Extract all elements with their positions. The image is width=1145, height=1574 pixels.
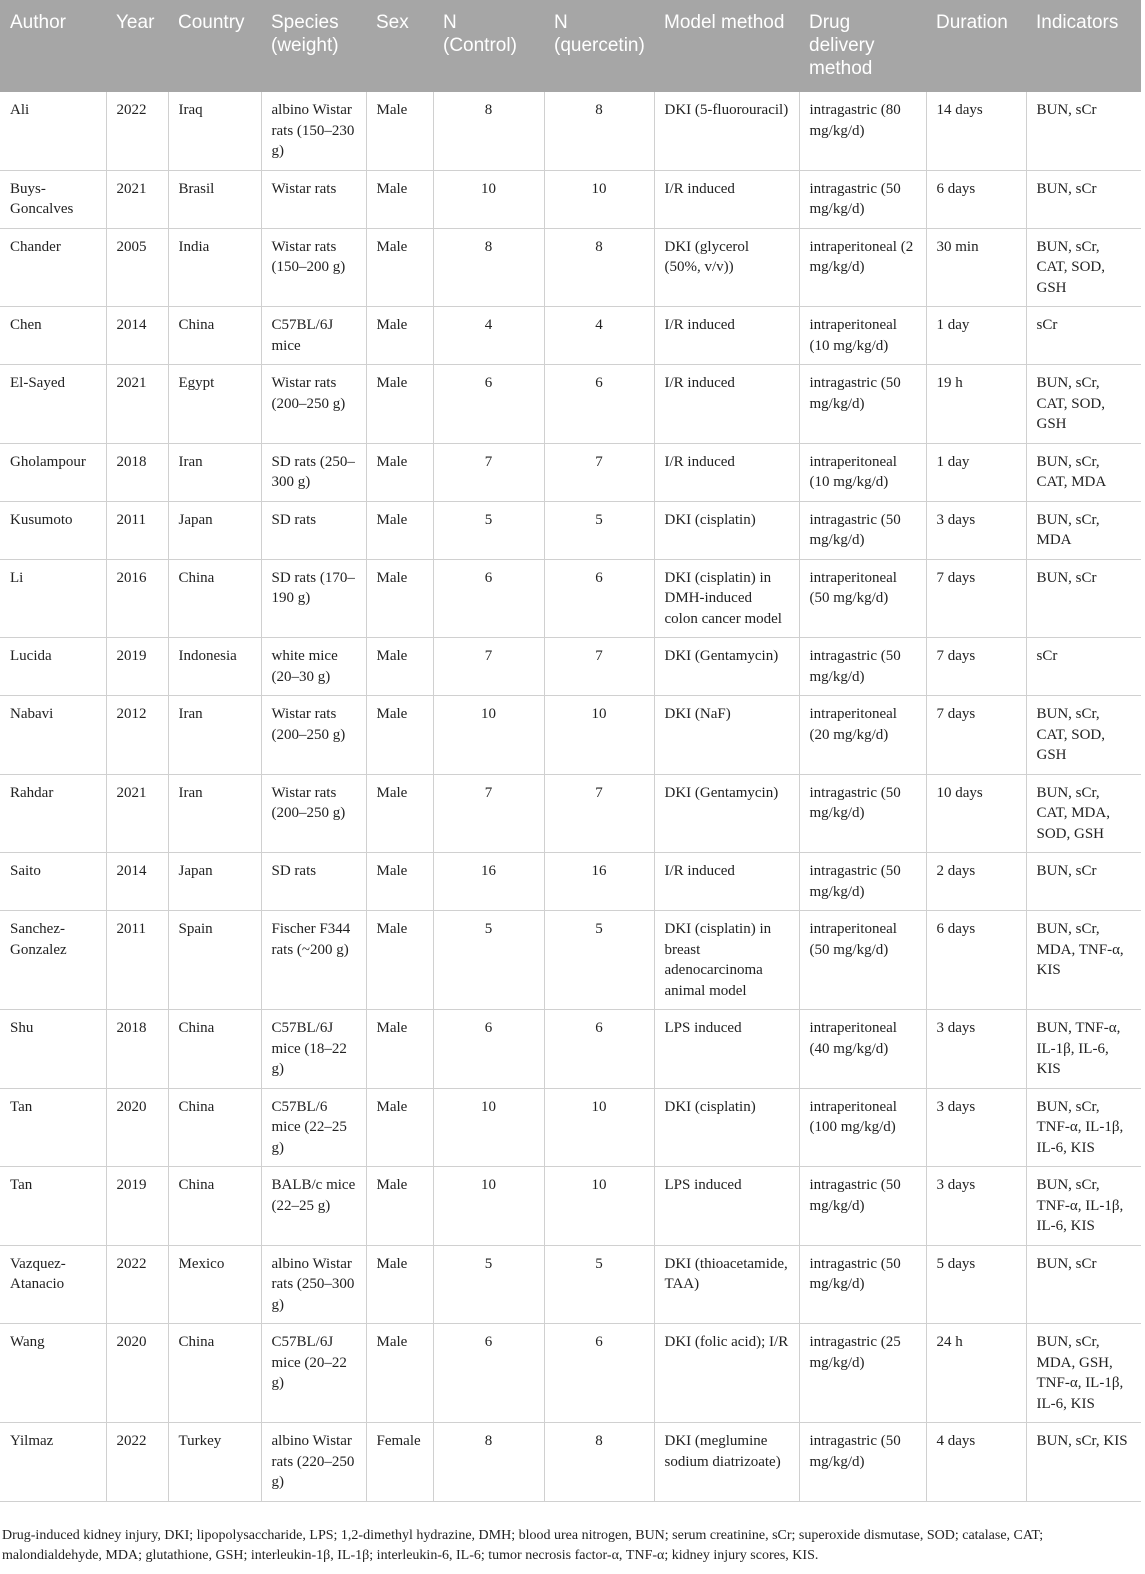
cell-year: 2021: [106, 170, 168, 228]
table-row: [0, 1088, 1141, 1167]
table-row: [0, 559, 1141, 638]
column-header: Drug delivery method: [799, 0, 926, 92]
cell-year: 2021: [106, 774, 168, 853]
cell-n-quercetin: 7: [544, 774, 654, 853]
cell-delivery: intraperitoneal (50 mg/kg/d): [799, 911, 926, 1010]
cell-n-quercetin: 10: [544, 696, 654, 775]
cell-sex: Male: [366, 559, 433, 638]
cell-year: 2014: [106, 307, 168, 365]
cell-sex: Male: [366, 228, 433, 307]
column-header: Sex: [366, 0, 433, 92]
cell-year: 2021: [106, 365, 168, 444]
cell-species: albino Wistar rats (220–250 g): [261, 1423, 366, 1502]
cell-n-quercetin: 10: [544, 1088, 654, 1167]
cell-delivery: intragastric (50 mg/kg/d): [799, 1245, 926, 1324]
cell-author: Tan: [0, 1088, 106, 1167]
cell-year: 2018: [106, 443, 168, 501]
cell-year: 2018: [106, 1010, 168, 1089]
cell-sex: Male: [366, 853, 433, 911]
cell-delivery: intragastric (50 mg/kg/d): [799, 638, 926, 696]
cell-model: DKI (glycerol (50%, v/v)): [654, 228, 799, 307]
table-row: [0, 911, 1141, 1010]
cell-year: 2019: [106, 1167, 168, 1246]
cell-author: Saito: [0, 853, 106, 911]
cell-delivery: intragastric (50 mg/kg/d): [799, 1167, 926, 1246]
cell-delivery: intragastric (50 mg/kg/d): [799, 853, 926, 911]
cell-country: Iran: [168, 774, 261, 853]
cell-model: I/R induced: [654, 853, 799, 911]
cell-duration: 30 min: [926, 228, 1026, 307]
cell-duration: 3 days: [926, 501, 1026, 559]
cell-duration: 1 day: [926, 443, 1026, 501]
cell-indicators: BUN, sCr, TNF-α, IL-1β, IL-6, KIS: [1026, 1167, 1141, 1246]
cell-sex: Male: [366, 501, 433, 559]
cell-country: China: [168, 1167, 261, 1246]
cell-duration: 10 days: [926, 774, 1026, 853]
cell-year: 2011: [106, 501, 168, 559]
cell-year: 2022: [106, 1423, 168, 1502]
table-row: [0, 638, 1141, 696]
cell-author: Buys-Goncalves: [0, 170, 106, 228]
cell-duration: 2 days: [926, 853, 1026, 911]
cell-n-control: 6: [433, 559, 544, 638]
cell-country: China: [168, 559, 261, 638]
cell-sex: Male: [366, 365, 433, 444]
table-row: [0, 1010, 1141, 1089]
cell-model: DKI (meglumine sodium diatrizoate): [654, 1423, 799, 1502]
cell-year: 2012: [106, 696, 168, 775]
cell-species: SD rats (170–190 g): [261, 559, 366, 638]
cell-sex: Male: [366, 307, 433, 365]
cell-model: DKI (cisplatin) in DMH-induced colon cancer model: [654, 559, 799, 638]
column-header: Country: [168, 0, 261, 92]
table-row: [0, 170, 1141, 228]
column-header: Author: [0, 0, 106, 92]
cell-n-control: 10: [433, 696, 544, 775]
cell-country: Japan: [168, 853, 261, 911]
table-row: [0, 443, 1141, 501]
cell-sex: Male: [366, 1245, 433, 1324]
cell-n-control: 7: [433, 443, 544, 501]
cell-author: Ali: [0, 92, 106, 170]
cell-duration: 3 days: [926, 1088, 1026, 1167]
cell-duration: 3 days: [926, 1167, 1026, 1246]
cell-indicators: BUN, sCr, CAT, MDA: [1026, 443, 1141, 501]
column-header: Duration: [926, 0, 1026, 92]
table-header-row: [0, 0, 1141, 92]
cell-model: LPS induced: [654, 1167, 799, 1246]
cell-author: Chen: [0, 307, 106, 365]
cell-n-control: 8: [433, 228, 544, 307]
table-row: [0, 365, 1141, 444]
cell-indicators: BUN, sCr: [1026, 559, 1141, 638]
cell-species: white mice (20–30 g): [261, 638, 366, 696]
cell-year: 2020: [106, 1324, 168, 1423]
cell-delivery: intragastric (50 mg/kg/d): [799, 1423, 926, 1502]
cell-indicators: BUN, sCr, MDA, TNF-α, KIS: [1026, 911, 1141, 1010]
cell-indicators: sCr: [1026, 307, 1141, 365]
cell-model: DKI (5-fluorouracil): [654, 92, 799, 170]
cell-species: albino Wistar rats (150–230 g): [261, 92, 366, 170]
cell-n-control: 5: [433, 501, 544, 559]
cell-n-quercetin: 6: [544, 365, 654, 444]
cell-year: 2020: [106, 1088, 168, 1167]
cell-duration: 24 h: [926, 1324, 1026, 1423]
cell-author: Tan: [0, 1167, 106, 1246]
cell-year: 2011: [106, 911, 168, 1010]
cell-species: Wistar rats (200–250 g): [261, 774, 366, 853]
cell-n-quercetin: 16: [544, 853, 654, 911]
cell-n-quercetin: 8: [544, 1423, 654, 1502]
cell-country: India: [168, 228, 261, 307]
cell-n-quercetin: 7: [544, 638, 654, 696]
cell-year: 2022: [106, 1245, 168, 1324]
cell-author: Yilmaz: [0, 1423, 106, 1502]
cell-indicators: BUN, sCr, MDA, GSH, TNF-α, IL-1β, IL-6, KIS: [1026, 1324, 1141, 1423]
cell-author: Rahdar: [0, 774, 106, 853]
cell-n-quercetin: 5: [544, 1245, 654, 1324]
cell-author: Chander: [0, 228, 106, 307]
cell-n-control: 8: [433, 1423, 544, 1502]
cell-author: Sanchez-Gonzalez: [0, 911, 106, 1010]
cell-n-quercetin: 7: [544, 443, 654, 501]
cell-indicators: BUN, TNF-α, IL-1β, IL-6, KIS: [1026, 1010, 1141, 1089]
cell-duration: 3 days: [926, 1010, 1026, 1089]
cell-n-control: 4: [433, 307, 544, 365]
cell-country: Egypt: [168, 365, 261, 444]
cell-author: Wang: [0, 1324, 106, 1423]
table-row: [0, 307, 1141, 365]
cell-model: I/R induced: [654, 443, 799, 501]
cell-species: Fischer F344 rats (~200 g): [261, 911, 366, 1010]
cell-species: C57BL/6J mice: [261, 307, 366, 365]
cell-n-control: 16: [433, 853, 544, 911]
cell-indicators: BUN, sCr, CAT, SOD, GSH: [1026, 365, 1141, 444]
cell-duration: 6 days: [926, 170, 1026, 228]
cell-year: 2022: [106, 92, 168, 170]
cell-sex: Male: [366, 92, 433, 170]
cell-delivery: intraperitoneal (40 mg/kg/d): [799, 1010, 926, 1089]
cell-n-control: 6: [433, 1324, 544, 1423]
cell-duration: 14 days: [926, 92, 1026, 170]
cell-n-quercetin: 5: [544, 501, 654, 559]
cell-species: SD rats (250–300 g): [261, 443, 366, 501]
cell-indicators: sCr: [1026, 638, 1141, 696]
cell-sex: Male: [366, 638, 433, 696]
cell-species: BALB/c mice (22–25 g): [261, 1167, 366, 1246]
cell-n-control: 10: [433, 1167, 544, 1246]
cell-n-quercetin: 6: [544, 559, 654, 638]
cell-model: DKI (cisplatin) in breast adenocarcinoma animal model: [654, 911, 799, 1010]
cell-n-quercetin: 5: [544, 911, 654, 1010]
table-row: [0, 92, 1141, 170]
cell-model: DKI (cisplatin): [654, 1088, 799, 1167]
cell-n-control: 8: [433, 92, 544, 170]
cell-sex: Male: [366, 1167, 433, 1246]
cell-model: DKI (thioacetamide, TAA): [654, 1245, 799, 1324]
cell-author: Vazquez-Atanacio: [0, 1245, 106, 1324]
cell-delivery: intraperitoneal (50 mg/kg/d): [799, 559, 926, 638]
column-header: N (Control): [433, 0, 544, 92]
cell-n-control: 5: [433, 911, 544, 1010]
cell-indicators: BUN, sCr, CAT, SOD, GSH: [1026, 228, 1141, 307]
cell-species: Wistar rats (200–250 g): [261, 365, 366, 444]
table-row: [0, 1167, 1141, 1246]
cell-year: 2016: [106, 559, 168, 638]
cell-model: DKI (NaF): [654, 696, 799, 775]
column-header: Species (weight): [261, 0, 366, 92]
cell-species: C57BL/6J mice (18–22 g): [261, 1010, 366, 1089]
cell-delivery: intragastric (50 mg/kg/d): [799, 501, 926, 559]
cell-species: SD rats: [261, 853, 366, 911]
cell-n-control: 10: [433, 1088, 544, 1167]
cell-model: DKI (folic acid); I/R: [654, 1324, 799, 1423]
cell-sex: Male: [366, 170, 433, 228]
cell-author: Gholampour: [0, 443, 106, 501]
cell-duration: 7 days: [926, 638, 1026, 696]
cell-n-quercetin: 8: [544, 228, 654, 307]
cell-species: C57BL/6J mice (20–22 g): [261, 1324, 366, 1423]
cell-n-quercetin: 4: [544, 307, 654, 365]
cell-country: China: [168, 1088, 261, 1167]
cell-delivery: intraperitoneal (20 mg/kg/d): [799, 696, 926, 775]
table-row: [0, 774, 1141, 853]
cell-delivery: intragastric (50 mg/kg/d): [799, 774, 926, 853]
cell-model: I/R induced: [654, 365, 799, 444]
cell-country: China: [168, 1324, 261, 1423]
cell-duration: 4 days: [926, 1423, 1026, 1502]
cell-delivery: intragastric (80 mg/kg/d): [799, 92, 926, 170]
cell-delivery: intragastric (50 mg/kg/d): [799, 365, 926, 444]
cell-country: Japan: [168, 501, 261, 559]
cell-country: Indonesia: [168, 638, 261, 696]
cell-indicators: BUN, sCr: [1026, 92, 1141, 170]
table-row: [0, 1324, 1141, 1423]
cell-sex: Male: [366, 774, 433, 853]
cell-country: Iran: [168, 443, 261, 501]
cell-sex: Female: [366, 1423, 433, 1502]
column-header: N (quercetin): [544, 0, 654, 92]
cell-year: 2005: [106, 228, 168, 307]
cell-author: El-Sayed: [0, 365, 106, 444]
cell-country: Spain: [168, 911, 261, 1010]
cell-species: Wistar rats (150–200 g): [261, 228, 366, 307]
cell-species: SD rats: [261, 501, 366, 559]
cell-n-quercetin: 8: [544, 92, 654, 170]
cell-indicators: BUN, sCr: [1026, 1245, 1141, 1324]
table-footnote: Drug-induced kidney injury, DKI; lipopolysaccharide, LPS; 1,2-dimethyl hydrazine, DMH; blood urea nitrogen, BUN; serum creatinine, sCr; superoxide dismutase, SOD; catalase, CAT; malondialdehyde, MDA; glutathione, GSH; interleukin-1β, IL-1β; interleukin-6, IL-6; tumor necrosis factor-α, TNF-α; kidney injury scores, KIS.: [2, 1528, 1044, 1563]
cell-duration: 7 days: [926, 559, 1026, 638]
cell-model: I/R induced: [654, 170, 799, 228]
cell-species: Wistar rats: [261, 170, 366, 228]
cell-indicators: BUN, sCr, CAT, MDA, SOD, GSH: [1026, 774, 1141, 853]
cell-indicators: BUN, sCr: [1026, 170, 1141, 228]
cell-author: Nabavi: [0, 696, 106, 775]
cell-indicators: BUN, sCr, CAT, SOD, GSH: [1026, 696, 1141, 775]
cell-author: Shu: [0, 1010, 106, 1089]
cell-delivery: intraperitoneal (10 mg/kg/d): [799, 443, 926, 501]
cell-sex: Male: [366, 1324, 433, 1423]
column-header: Indicators: [1026, 0, 1141, 92]
cell-author: Li: [0, 559, 106, 638]
cell-model: LPS induced: [654, 1010, 799, 1089]
cell-duration: 19 h: [926, 365, 1026, 444]
cell-n-quercetin: 10: [544, 170, 654, 228]
cell-duration: 1 day: [926, 307, 1026, 365]
cell-n-quercetin: 10: [544, 1167, 654, 1246]
cell-n-control: 6: [433, 1010, 544, 1089]
cell-n-quercetin: 6: [544, 1010, 654, 1089]
cell-country: Iraq: [168, 92, 261, 170]
cell-sex: Male: [366, 443, 433, 501]
cell-country: Iran: [168, 696, 261, 775]
table-row: [0, 228, 1141, 307]
cell-sex: Male: [366, 911, 433, 1010]
cell-country: Mexico: [168, 1245, 261, 1324]
cell-model: DKI (Gentamycin): [654, 774, 799, 853]
cell-country: China: [168, 1010, 261, 1089]
cell-author: Kusumoto: [0, 501, 106, 559]
cell-model: I/R induced: [654, 307, 799, 365]
cell-delivery: intraperitoneal (100 mg/kg/d): [799, 1088, 926, 1167]
cell-delivery: intragastric (25 mg/kg/d): [799, 1324, 926, 1423]
cell-model: DKI (cisplatin): [654, 501, 799, 559]
cell-sex: Male: [366, 1010, 433, 1089]
cell-n-control: 7: [433, 638, 544, 696]
column-header: Model method: [654, 0, 799, 92]
cell-n-control: 5: [433, 1245, 544, 1324]
table-row: [0, 853, 1141, 911]
cell-indicators: BUN, sCr: [1026, 853, 1141, 911]
cell-indicators: BUN, sCr, KIS: [1026, 1423, 1141, 1502]
cell-duration: 5 days: [926, 1245, 1026, 1324]
cell-species: C57BL/6 mice (22–25 g): [261, 1088, 366, 1167]
cell-country: Brasil: [168, 170, 261, 228]
cell-species: Wistar rats (200–250 g): [261, 696, 366, 775]
cell-country: China: [168, 307, 261, 365]
cell-year: 2019: [106, 638, 168, 696]
cell-year: 2014: [106, 853, 168, 911]
table-row: [0, 1423, 1141, 1502]
cell-model: DKI (Gentamycin): [654, 638, 799, 696]
cell-indicators: BUN, sCr, TNF-α, IL-1β, IL-6, KIS: [1026, 1088, 1141, 1167]
cell-n-control: 7: [433, 774, 544, 853]
cell-n-control: 10: [433, 170, 544, 228]
cell-sex: Male: [366, 696, 433, 775]
table-row: [0, 501, 1141, 559]
cell-delivery: intragastric (50 mg/kg/d): [799, 170, 926, 228]
cell-author: Lucida: [0, 638, 106, 696]
column-header: Year: [106, 0, 168, 92]
cell-sex: Male: [366, 1088, 433, 1167]
table-row: [0, 696, 1141, 775]
cell-duration: 7 days: [926, 696, 1026, 775]
table-row: [0, 1245, 1141, 1324]
cell-n-quercetin: 6: [544, 1324, 654, 1423]
cell-delivery: intraperitoneal (10 mg/kg/d): [799, 307, 926, 365]
cell-delivery: intraperitoneal (2 mg/kg/d): [799, 228, 926, 307]
cell-indicators: BUN, sCr, MDA: [1026, 501, 1141, 559]
cell-n-control: 6: [433, 365, 544, 444]
cell-duration: 6 days: [926, 911, 1026, 1010]
cell-species: albino Wistar rats (250–300 g): [261, 1245, 366, 1324]
cell-country: Turkey: [168, 1423, 261, 1502]
